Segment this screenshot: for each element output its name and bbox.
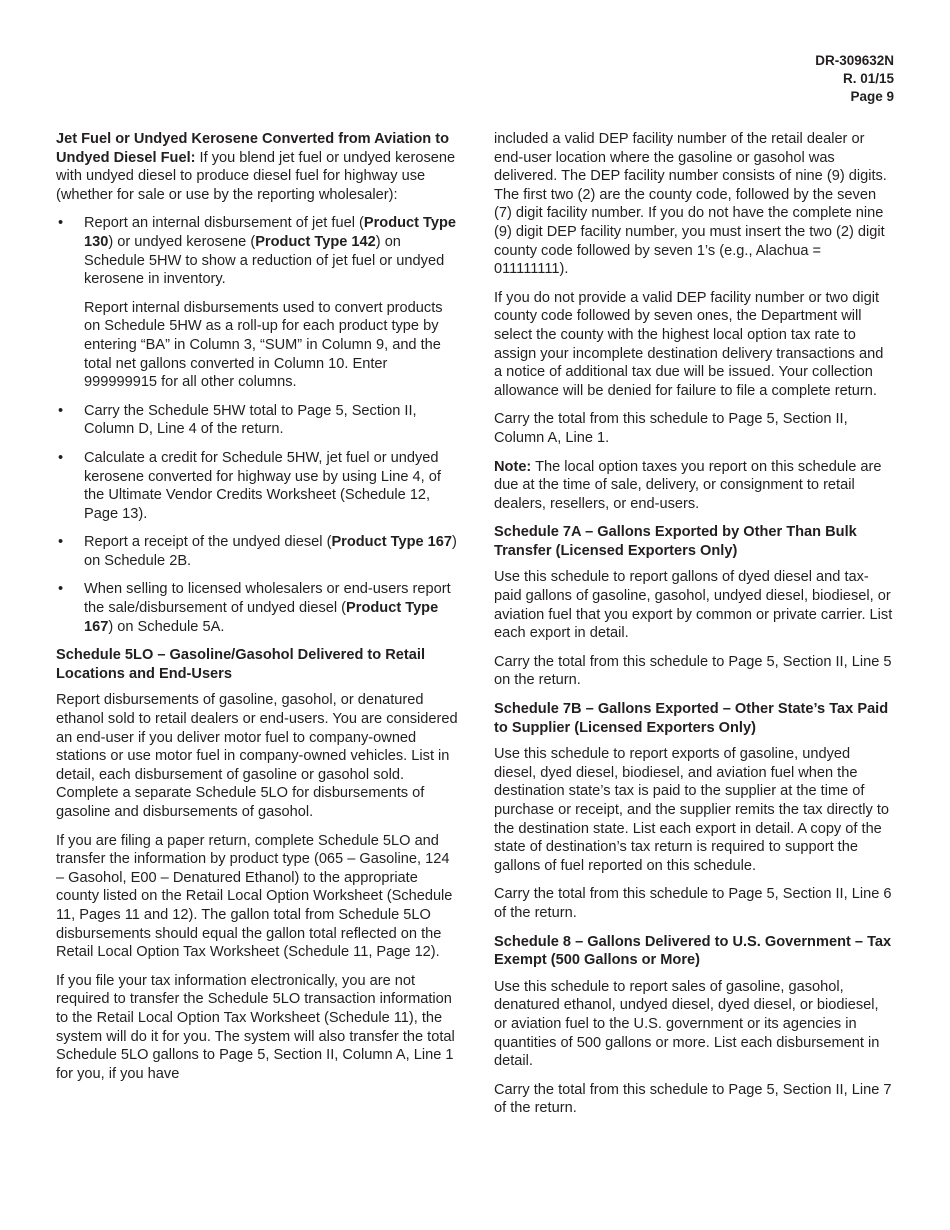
note-text: The local option taxes you report on this schedule are due at the time of sale, delivery, or consignment to retail dealers, resellers, or end-users. xyxy=(494,458,882,512)
note-paragraph xyxy=(494,458,894,514)
page-number: Page 9 xyxy=(850,89,894,104)
list-item: • Calculate a credit for Schedule 5HW, jet fuel or undyed kerosene converted for highway use by using Line 4, of the Ultimate Vendor Credits Worksheet (Schedule 12, Page 13). xyxy=(56,449,460,523)
schedule-5lo-heading: Schedule 5LO – Gasoline/Gasohol Delivered to Retail Locations and End-Users xyxy=(56,647,426,682)
schedule-5lo-paragraph-2: If you are filing a paper return, complete Schedule 5LO and transfer the information by product type (065 – Gasoline, 124 – Gasohol, E00 – Denatured Ethanol) to the appropriate county listed on the Retail Local Option Worksheet (Schedule 11, Pages 11 and 12). The gallon total from Schedule 5LO disbursements should equal the gallon total reflected on the Retail Local Option Tax Worksheet (Schedule 11, Page 12). xyxy=(56,832,453,961)
intro-text: If you blend jet fuel or undyed kerosene with undyed diesel to produce diesel fuel for highway use (whether for sale or use by the reporting wholesaler): xyxy=(56,149,456,203)
revision-date: R. 01/15 xyxy=(842,71,894,86)
left-column xyxy=(56,130,460,1093)
list-item xyxy=(56,533,460,570)
dep-facility-paragraph: included a valid DEP facility number of the retail dealer or end-user location where the gasoline or gasohol was delivered. The DEP facility number consists of nine (9) digits. The first two (2) are the county code, followed by the seven (7) digit facility number. If you do not have the complete nine (9) digit DEP facility number, you must insert the two (2) digit county code followed by seven 1’s (e.g., Alachua = 011111111). xyxy=(494,131,887,278)
intro-paragraph xyxy=(56,130,460,204)
intro-title: Jet Fuel or Undyed Kerosene Converted from Aviation to Undyed Diesel Fuel: xyxy=(56,131,450,166)
schedule-7b-heading: Schedule 7B – Gallons Exported – Other State’s Tax Paid to Supplier (Licensed Exporters Only) xyxy=(494,701,889,736)
bullet-subparagraph: Report internal disbursements used to convert products on Schedule 5HW as a roll-up for each product type by entering “BA” in Column 3, “SUM” in Column 9, and the total net gallons converted in Column 10. Enter 999999915 for all other columns. xyxy=(84,299,443,391)
schedule-7b-paragraph-1: Use this schedule to report exports of gasoline, undyed diesel, dyed diesel, biodiesel, and aviation fuel when the destination state’s tax is paid to the supplier at the time of purchase or receipt, and the supplier remits the tax directly to the destination state. List each export in detail. A copy of the state of destination’s tax return is required to support the gallons of fuel reported on this schedule. xyxy=(494,746,890,874)
product-type-130: Product Type 130 xyxy=(84,215,457,250)
bullet-text: ) on Schedule 5A. xyxy=(108,618,225,635)
list-item xyxy=(56,214,460,391)
page-header xyxy=(815,52,894,106)
schedule-7a-heading: Schedule 7A – Gallons Exported by Other Than Bulk Transfer (Licensed Exporters Only) xyxy=(494,524,857,559)
product-type-167: Product Type 167 xyxy=(331,534,453,551)
schedule-5lo-paragraph-3: If you file your tax information electronically, you are not required to transfer the Schedule 5LO transaction information to the Retail Local Option Tax Worksheet (Schedule 11), the system will do it for you. The system will also transfer the total Schedule 5LO gallons to Page 5, Section II, Column A, Line 1 for you, if you have xyxy=(56,972,455,1082)
schedule-8-paragraph-2: Carry the total from this schedule to Page 5, Section II, Line 7 of the return. xyxy=(494,1081,892,1117)
bullet-text: When selling to licensed wholesalers or end-users report the sale/disbursement of undyed diesel ( xyxy=(84,581,451,617)
schedule-7a-paragraph-2: Carry the total from this schedule to Page 5, Section II, Line 5 on the return. xyxy=(494,653,892,689)
schedule-8-paragraph-1: Use this schedule to report sales of gasoline, gasohol, denatured ethanol, undyed diesel, dyed diesel, or biodiesel, or aviation fuel to the U.S. government or its agencies in quantities of 500 gallons or more. List each disbursement in detail. xyxy=(494,978,880,1070)
note-label: Note: xyxy=(494,458,532,475)
incomplete-dep-paragraph: If you do not provide a valid DEP facility number or two digit county code followed by seven ones, the Department will select the county with the highest local option tax rate to assign your incomplete destination delivery transactions and a notice of additional tax due will be issued. Your collection allowance will be denied for failure to file a complete return. xyxy=(494,289,884,399)
carry-total-line-1: Carry the total from this schedule to Page 5, Section II, Column A, Line 1. xyxy=(494,411,848,446)
schedule-7a-paragraph-1: Use this schedule to report gallons of dyed diesel and tax-paid gallons of gasoline, gasohol, undyed diesel, biodiesel, or aviation fuel that you export by common or private carrier. List each export in detail. xyxy=(494,569,893,642)
form-number: DR-309632N xyxy=(815,53,894,68)
bullet-text: Report an internal disbursement of jet fuel ( xyxy=(84,215,364,232)
right-column xyxy=(494,130,894,1128)
schedule-8-heading: Schedule 8 – Gallons Delivered to U.S. Government – Tax Exempt (500 Gallons or More) xyxy=(494,933,892,969)
instruction-list xyxy=(56,214,460,636)
list-item xyxy=(56,580,460,636)
bullet-text: ) on Schedule 5HW to show a reduction of jet fuel or undyed kerosene in inventory. xyxy=(84,233,445,288)
schedule-7b-paragraph-2: Carry the total from this schedule to Page 5, Section II, Line 6 of the return. xyxy=(494,886,892,921)
schedule-5lo-paragraph-1: Report disbursements of gasoline, gasohol, or denatured ethanol sold to retail dealers or end-users. You are considered an end-user if you deliver motor fuel to company-owned stations or use motor fuel in company-owned vehicles. List in detail, each disbursement of gasoline or gasohol sold. Complete a separate Schedule 5LO for disbursements of gasoline and disbursements of gasohol. xyxy=(56,692,458,820)
product-type-167: Product Type 167 xyxy=(84,600,439,635)
product-type-142: Product Type 142 xyxy=(255,233,376,250)
bullet-text: ) on Schedule 2B. xyxy=(84,534,457,569)
bullet-text: Report a receipt of the undyed diesel ( xyxy=(84,534,332,551)
list-item: • Carry the Schedule 5HW total to Page 5, Section II, Column D, Line 4 of the return. xyxy=(56,402,460,439)
bullet-text: ) or undyed kerosene ( xyxy=(108,233,256,250)
